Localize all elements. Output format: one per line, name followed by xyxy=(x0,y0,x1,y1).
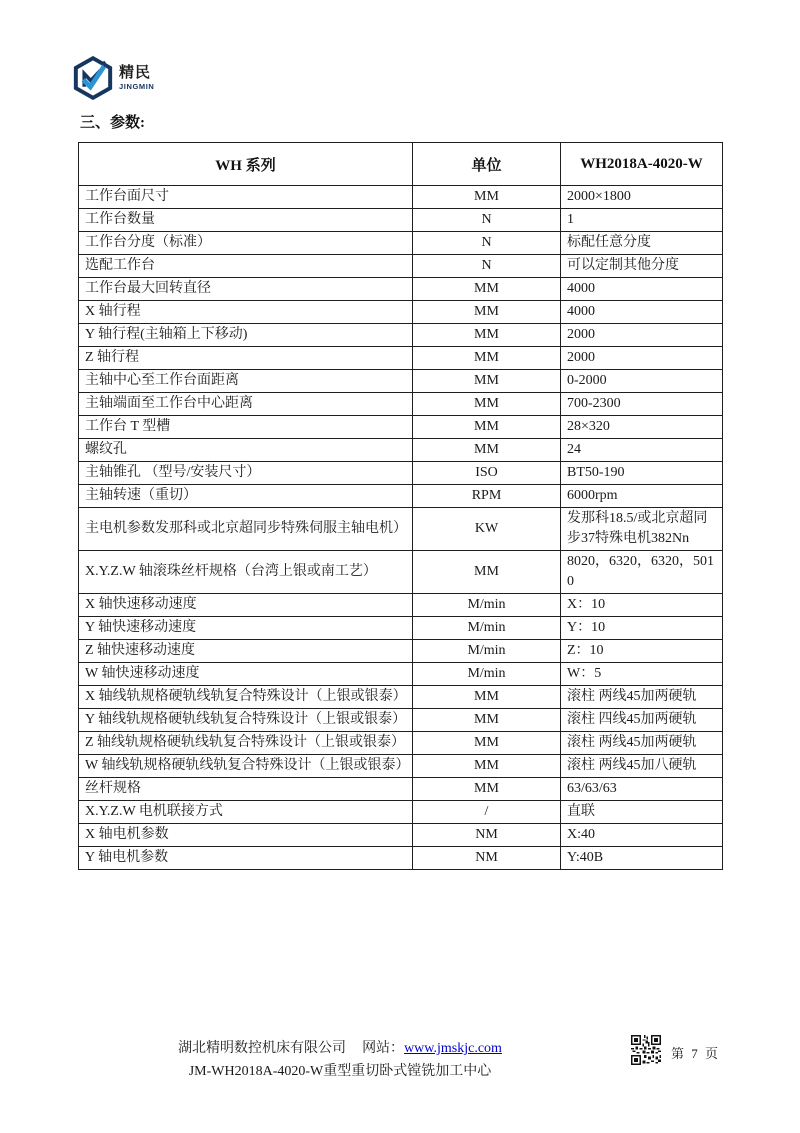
logo-name-en: JINGMIN xyxy=(119,81,155,91)
table-row xyxy=(79,416,723,439)
product-name-line: JM-WH2018A-4020-W重型重切卧式镗铣加工中心 xyxy=(188,1064,492,1079)
param-cell: 螺纹孔 xyxy=(79,439,413,462)
value-cell: 63/63/63 xyxy=(561,778,723,801)
param-cell: X 轴行程 xyxy=(79,301,413,324)
section-heading: 三、参数: xyxy=(80,115,145,131)
unit-cell: MM xyxy=(413,732,561,755)
unit-cell: N xyxy=(413,255,561,278)
unit-cell: NM xyxy=(413,824,561,847)
table-row xyxy=(79,663,723,686)
param-cell: 工作台面尺寸 xyxy=(79,186,413,209)
table-row xyxy=(79,801,723,824)
table-header-unit: 单位 xyxy=(413,143,561,186)
qr-code-icon xyxy=(631,1035,661,1065)
value-cell: X:40 xyxy=(561,824,723,847)
table-row xyxy=(79,324,723,347)
value-cell: Y:40B xyxy=(561,847,723,870)
table-row xyxy=(79,732,723,755)
value-cell: 28×320 xyxy=(561,416,723,439)
table-row xyxy=(79,640,723,663)
table-header-row xyxy=(79,143,723,186)
param-cell: Z 轴线轨规格硬轨线轨复合特殊设计（上银或银泰） xyxy=(79,732,413,755)
param-cell: Z 轴快速移动速度 xyxy=(79,640,413,663)
value-cell: 滚柱 两线45加两硬轨 xyxy=(561,732,723,755)
table-row xyxy=(79,778,723,801)
param-cell: 工作台数量 xyxy=(79,209,413,232)
table-row xyxy=(79,709,723,732)
unit-cell: MM xyxy=(413,709,561,732)
table-row xyxy=(79,594,723,617)
website-link[interactable]: www.jmskjc.com xyxy=(404,1041,502,1056)
param-cell: 主轴转速（重切） xyxy=(79,485,413,508)
unit-cell: / xyxy=(413,801,561,824)
value-cell: 8020，6320，6320，5010 xyxy=(561,551,723,594)
value-cell: 4000 xyxy=(561,278,723,301)
unit-cell: M/min xyxy=(413,617,561,640)
value-cell: X：10 xyxy=(561,594,723,617)
table-row xyxy=(79,301,723,324)
table-header-model: WH2018A-4020-W xyxy=(561,143,723,186)
company-name: 湖北精明数控机床有限公司 xyxy=(178,1041,347,1056)
unit-cell: N xyxy=(413,209,561,232)
jingmin-hexagon-logo-icon xyxy=(71,56,115,100)
value-cell: W：5 xyxy=(561,663,723,686)
value-cell: 1 xyxy=(561,209,723,232)
unit-cell: NM xyxy=(413,847,561,870)
value-cell: 2000×1800 xyxy=(561,186,723,209)
param-cell: Y 轴行程(主轴箱上下移动) xyxy=(79,324,413,347)
unit-cell: MM xyxy=(413,778,561,801)
unit-cell: MM xyxy=(413,686,561,709)
table-row xyxy=(79,686,723,709)
table-row xyxy=(79,485,723,508)
value-cell: 0-2000 xyxy=(561,370,723,393)
param-cell: X 轴电机参数 xyxy=(79,824,413,847)
unit-cell: MM xyxy=(413,347,561,370)
table-row xyxy=(79,617,723,640)
param-cell: 主轴端面至工作台中心距离 xyxy=(79,393,413,416)
table-row xyxy=(79,370,723,393)
table-row xyxy=(79,186,723,209)
unit-cell: MM xyxy=(413,370,561,393)
table-row xyxy=(79,232,723,255)
table-row xyxy=(79,462,723,485)
unit-cell: RPM xyxy=(413,485,561,508)
unit-cell: MM xyxy=(413,324,561,347)
value-cell: 24 xyxy=(561,439,723,462)
param-cell: X.Y.Z.W 轴滚珠丝杆规格（台湾上银或南工艺） xyxy=(79,551,413,594)
logo xyxy=(71,56,154,100)
value-cell: BT50-190 xyxy=(561,462,723,485)
page-number: 第 7 页 xyxy=(671,1046,721,1061)
param-cell: Z 轴行程 xyxy=(79,347,413,370)
unit-cell: ISO xyxy=(413,462,561,485)
unit-cell: N xyxy=(413,232,561,255)
value-cell: 6000rpm xyxy=(561,485,723,508)
value-cell: 发那科18.5/或北京超同步37特殊电机382Nn xyxy=(561,508,723,551)
unit-cell: MM xyxy=(413,301,561,324)
unit-cell: MM xyxy=(413,186,561,209)
param-cell: W 轴快速移动速度 xyxy=(79,663,413,686)
table-row xyxy=(79,847,723,870)
value-cell: 滚柱 四线45加两硬轨 xyxy=(561,709,723,732)
param-cell: 主轴锥孔 （型号/安装尺寸） xyxy=(79,462,413,485)
param-cell: 工作台 T 型槽 xyxy=(79,416,413,439)
table-row xyxy=(79,439,723,462)
unit-cell: KW xyxy=(413,508,561,551)
table-header-series: WH 系列 xyxy=(79,143,413,186)
param-cell: 主电机参数发那科或北京超同步特殊伺服主轴电机） xyxy=(79,508,413,551)
value-cell: 标配任意分度 xyxy=(561,232,723,255)
param-cell: Y 轴电机参数 xyxy=(79,847,413,870)
value-cell: 滚柱 两线45加八硬轨 xyxy=(561,755,723,778)
param-cell: 主轴中心至工作台面距离 xyxy=(79,370,413,393)
logo-text xyxy=(119,66,154,91)
param-cell: Y 轴线轨规格硬轨线轨复合特殊设计（上银或银泰） xyxy=(79,709,413,732)
value-cell: 2000 xyxy=(561,324,723,347)
unit-cell: MM xyxy=(413,551,561,594)
table-row xyxy=(79,347,723,370)
logo-name-cn: 精民 xyxy=(119,64,152,81)
param-cell: 工作台最大回转直径 xyxy=(79,278,413,301)
unit-cell: MM xyxy=(413,278,561,301)
footer xyxy=(78,1037,602,1080)
unit-cell: M/min xyxy=(413,640,561,663)
unit-cell: M/min xyxy=(413,663,561,686)
table-row xyxy=(79,393,723,416)
value-cell: 直联 xyxy=(561,801,723,824)
param-cell: 丝杆规格 xyxy=(79,778,413,801)
value-cell: 700-2300 xyxy=(561,393,723,416)
value-cell: 滚柱 两线45加两硬轨 xyxy=(561,686,723,709)
value-cell: Y：10 xyxy=(561,617,723,640)
unit-cell: M/min xyxy=(413,594,561,617)
value-cell: 可以定制其他分度 xyxy=(561,255,723,278)
website-label: 网站： xyxy=(362,1041,405,1056)
unit-cell: MM xyxy=(413,416,561,439)
value-cell: 2000 xyxy=(561,347,723,370)
spec-table xyxy=(78,142,723,870)
param-cell: Y 轴快速移动速度 xyxy=(79,617,413,640)
table-row xyxy=(79,824,723,847)
param-cell: X.Y.Z.W 电机联接方式 xyxy=(79,801,413,824)
param-cell: 选配工作台 xyxy=(79,255,413,278)
param-cell: W 轴线轨规格硬轨线轨复合特殊设计（上银或银泰） xyxy=(79,755,413,778)
footer-company-line xyxy=(78,1037,602,1057)
value-cell: 4000 xyxy=(561,301,723,324)
table-row xyxy=(79,278,723,301)
value-cell: Z：10 xyxy=(561,640,723,663)
table-row xyxy=(79,551,723,594)
table-row xyxy=(79,508,723,551)
param-cell: 工作台分度（标准） xyxy=(79,232,413,255)
param-cell: X 轴线轨规格硬轨线轨复合特殊设计（上银或银泰） xyxy=(79,686,413,709)
unit-cell: MM xyxy=(413,393,561,416)
table-row xyxy=(79,755,723,778)
unit-cell: MM xyxy=(413,439,561,462)
table-row xyxy=(79,209,723,232)
table-row xyxy=(79,255,723,278)
unit-cell: MM xyxy=(413,755,561,778)
param-cell: X 轴快速移动速度 xyxy=(79,594,413,617)
